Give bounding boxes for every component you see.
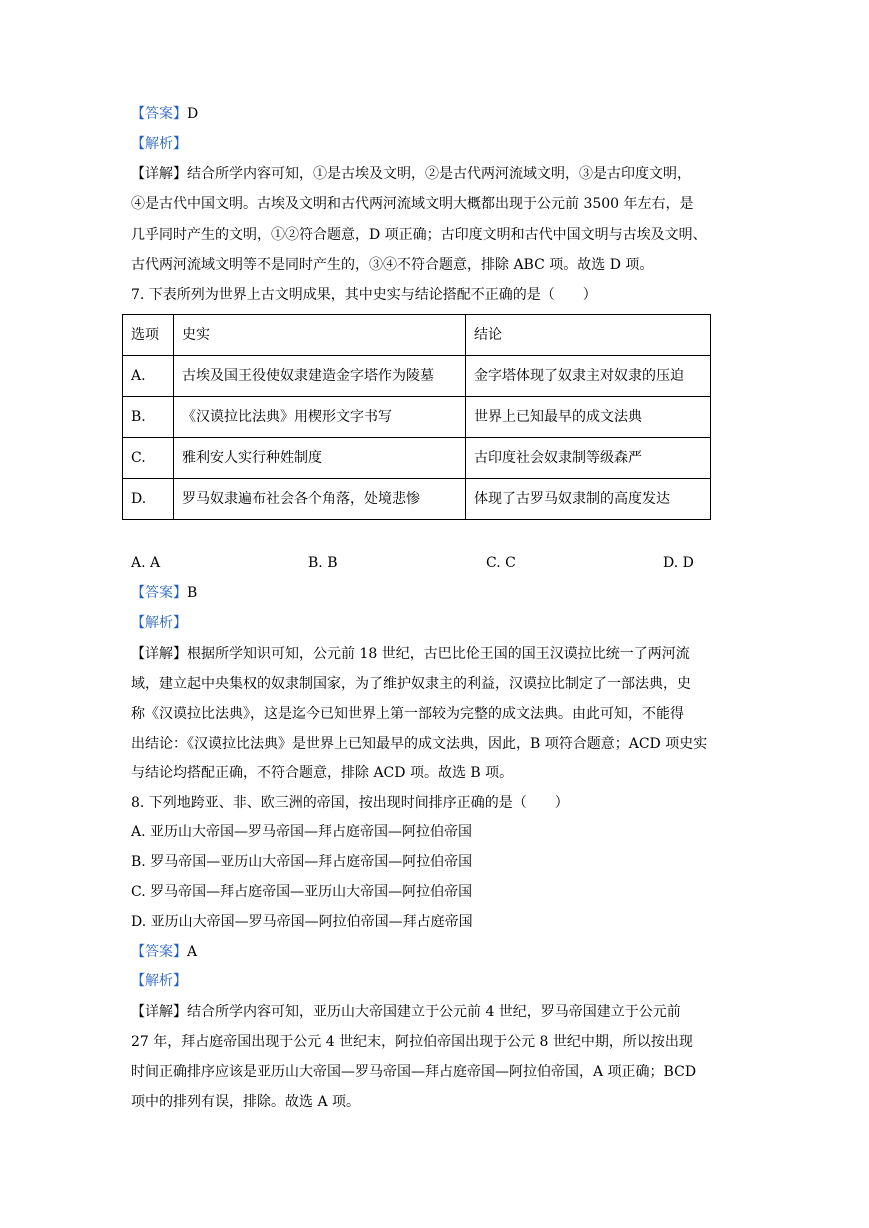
- q7-stem: 7. 下表所列为世界上古文明成果，其中史实与结论搭配不正确的是（ ）: [131, 287, 597, 303]
- answer-value: B: [187, 585, 198, 601]
- q8-detail-line: 27 年，拜占庭帝国出现于公元 4 世纪末，阿拉伯帝国出现于公元 8 世纪中期，所以按出现: [131, 1034, 693, 1050]
- q7-detail-line: 域，建立起中央集权的奴隶制国家，为了维护奴隶主的利益，汉谟拉比制定了一部法典，史: [131, 676, 691, 692]
- table-cell: 《汉谟拉比法典》用楔形文字书写: [174, 397, 466, 438]
- q6-detail-line: ④是古代中国文明。古埃及文明和古代两河流域文明大概都出现于公元前 3500 年左右，是: [131, 196, 694, 212]
- table-row: [123, 356, 711, 397]
- table-header-cell: 结论: [466, 315, 711, 356]
- q7-detail-line: 称《汉谟拉比法典》，这是迄今已知世界上第一部较为完整的成文法典。由此可知，不能得: [131, 706, 684, 722]
- q7-detail-line: 与结论均搭配正确，不符合题意，排除 ACD 项。故选 B 项。: [131, 765, 514, 781]
- q6-answer: [131, 105, 741, 123]
- answer-tag: 【答案】: [131, 944, 187, 960]
- table-cell: B.: [123, 397, 174, 438]
- answer-value: A: [187, 944, 198, 960]
- table-row: [123, 438, 711, 479]
- q6-detail-line: 【详解】结合所学内容可知，①是古埃及文明，②是古代两河流域文明，③是古印度文明，: [131, 166, 691, 182]
- q6-analysis-tag: 【解析】: [131, 136, 187, 152]
- q6-detail-line: 古代两河流域文明等不是同时产生的，③④不符合题意，排除 ABC 项。故选 D 项。: [131, 257, 654, 273]
- detail-tag: 【详解】: [131, 166, 187, 182]
- table-cell: 金字塔体现了奴隶主对奴隶的压迫: [466, 356, 711, 397]
- table-header-cell: 史实: [174, 315, 466, 356]
- q8-detail-line: 项中的排列有误，排除。故选 A 项。: [131, 1094, 361, 1110]
- q7-analysis-tag: 【解析】: [131, 615, 187, 631]
- detail-tag: 【详解】: [131, 1004, 187, 1020]
- detail-tag: 【详解】: [131, 646, 187, 662]
- table-cell: A.: [123, 356, 174, 397]
- table-cell: 罗马奴隶遍布社会各个角落，处境悲惨: [174, 479, 466, 520]
- table-cell: 体现了古罗马奴隶制的高度发达: [466, 479, 711, 520]
- q7-detail-line: 出结论：《汉谟拉比法典》是世界上已知最早的成文法典，因此，B 项符合题意；ACD 项史实: [131, 736, 708, 752]
- q8-option-b: B. 罗马帝国—亚历山大帝国—拜占庭帝国—阿拉伯帝国: [131, 854, 473, 870]
- table-cell: D.: [123, 479, 174, 520]
- q7-detail-line: 【详解】根据所学知识可知，公元前 18 世纪，古巴比伦王国的国王汉谟拉比统一了两河流: [131, 646, 690, 662]
- table-cell: C.: [123, 438, 174, 479]
- q8-detail-line: 【详解】结合所学内容可知，亚历山大帝国建立于公元前 4 世纪，罗马帝国建立于公元前: [131, 1004, 681, 1020]
- table-cell: 古埃及国王役使奴隶建造金字塔作为陵墓: [174, 356, 466, 397]
- table-cell: 雅利安人实行种姓制度: [174, 438, 466, 479]
- q7-table: [122, 314, 711, 520]
- table-header-row: [123, 315, 711, 356]
- table-cell: 古印度社会奴隶制等级森严: [466, 438, 711, 479]
- q8-option-d: D. 亚历山大帝国—罗马帝国—阿拉伯帝国—拜占庭帝国: [131, 914, 473, 930]
- q8-stem: 8. 下列地跨亚、非、欧三洲的帝国，按出现时间排序正确的是（ ）: [131, 795, 569, 811]
- table-header-cell: 选项: [123, 315, 174, 356]
- table-row: [123, 397, 711, 438]
- q8-analysis-tag: 【解析】: [131, 973, 187, 989]
- q7-answer: [131, 584, 741, 602]
- answer-value: D: [187, 106, 199, 122]
- q7-option-a: A. A: [131, 555, 161, 571]
- answer-tag: 【答案】: [131, 585, 187, 601]
- answer-tag: 【答案】: [131, 106, 187, 122]
- q7-option-c: C. C: [486, 555, 516, 571]
- q7-option-d: D. D: [663, 555, 694, 571]
- q8-detail-line: 时间正确排序应该是亚历山大帝国—罗马帝国—拜占庭帝国—阿拉伯帝国，A 项正确；BCD: [131, 1064, 697, 1080]
- q7-option-b: B. B: [308, 555, 338, 571]
- q8-answer: [131, 943, 741, 961]
- q8-option-a: A. 亚历山大帝国—罗马帝国—拜占庭帝国—阿拉伯帝国: [131, 824, 473, 840]
- q6-detail-line: 几乎同时产生的文明，①②符合题意，D 项正确；古印度文明和古代中国文明与古埃及文明、: [131, 227, 707, 243]
- table-row: [123, 479, 711, 520]
- table-cell: 世界上已知最早的成文法典: [466, 397, 711, 438]
- q8-option-c: C. 罗马帝国—拜占庭帝国—亚历山大帝国—阿拉伯帝国: [131, 884, 473, 900]
